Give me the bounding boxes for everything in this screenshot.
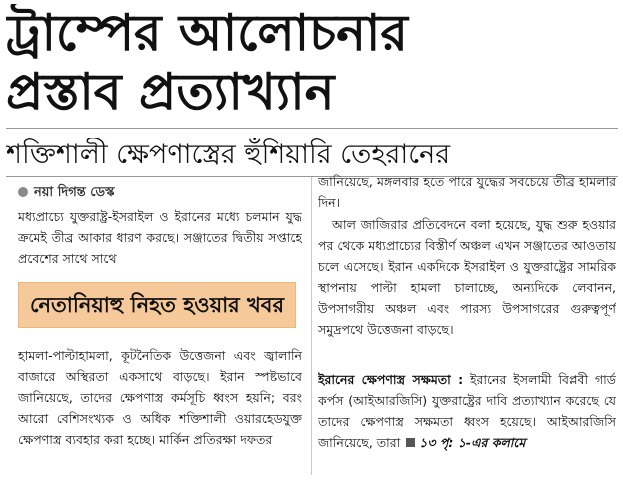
headline: [6, 4, 618, 122]
right-paragraph-2-text: আল জাজিরার প্রতিবেদনে বলা হয়েছে, যুদ্ধ শুরু হওয়ার পর থেকে মধ্যপ্রাচ্যের বিস্তীর্ণ অঞ্চল এখন সঞ্জাতের আওতায় চলে এসেছে। ইরান একদিকে ইসরাইল ও যুক্তরাষ্ট্রের সামরিক স্থাপনায় পাল্টা হামলা চালাচ্ছে, অন্যদিকে লেবানন, উপসাগরীয় অঞ্চল এবং পারস্য উপসাগরের গুরুত্বপূর্ণ সমুদ্রপথে উত্তেজনা বাড়ছে।: [318, 217, 616, 337]
left-paragraph-1: মধ্যপ্রাচ্যে যুক্তরাষ্ট্র-ইসরাইল ও ইরানের মধ্যে চলমান যুদ্ধ ক্রমেই তীব্র আকার ধারণ করছে। সঞ্জাতের দ্বিতীয় সপ্তাহে প্রবেশের সাথে সাথে: [18, 209, 302, 266]
subheadline: শক্তিশালী ক্ষেপণাস্ত্রের হুঁশিয়ারি তেহরানের: [6, 139, 451, 170]
right-paragraph-2: [318, 214, 616, 364]
headline-divider: [6, 128, 618, 129]
byline-text: নয়া দিগন্ত ডেস্ক: [34, 185, 115, 200]
right-paragraph-1: জানিয়েছে, মঙ্গলবার হতে পারে যুদ্ধের সবচেয়ে তীব্র হামলার দিন।: [318, 174, 616, 210]
right-paragraph-3-text: ইরানের ইসলামী বিপ্লবী গার্ড কর্পস (আইআরজিসি) যুক্তরাষ্ট্রের দাবি প্রত্যাখ্যান করেছে যে তাদের ক্ষেপণাস্ত্র সক্ষমতা ধ্বংস হয়েছে। আইআরজিসি জানিয়েছে, তারা: [318, 372, 616, 450]
jump-square-icon: [406, 438, 415, 447]
right-paragraph-3: [318, 369, 616, 477]
continuation-jump: ১৩ পৃ: ১-এর কলামে: [419, 435, 526, 450]
left-paragraph-2: হামলা-পাল্টাহামলা, কূটনৈতিক উত্তেজনা এবং জ্বালানি বাজারে অস্থিরতা একসাথে বাড়ছে। ইরান স্পষ্টভাবে জানিয়েছে, তাদের ক্ষেপণাস্ত্র কর্মসূচি ধ্বংস হয়নি; বরং আরো বেশিসংখ্যক ও অধিক শক্তিশালী ওয়ারহেডযুক্ত ক্ষেপণাস্ত্র ব্যবহার করা হচ্ছে। মার্কিন প্রতিরক্ষা দফতর: [18, 348, 302, 447]
column-divider: [311, 177, 312, 475]
callout-box: নেতানিয়াহু নিহত হওয়ার খবর: [18, 282, 296, 328]
bullet-dot-icon: [18, 187, 28, 197]
section-subhead: ইরানের ক্ষেপণাস্ত্র সক্ষমতা :: [318, 372, 464, 387]
headline-line-2: প্রস্তাব প্রত্যাখ্যান: [6, 63, 335, 121]
byline: [18, 184, 298, 202]
headline-line-1: ট্রাম্পের আলোচনার: [6, 4, 408, 62]
